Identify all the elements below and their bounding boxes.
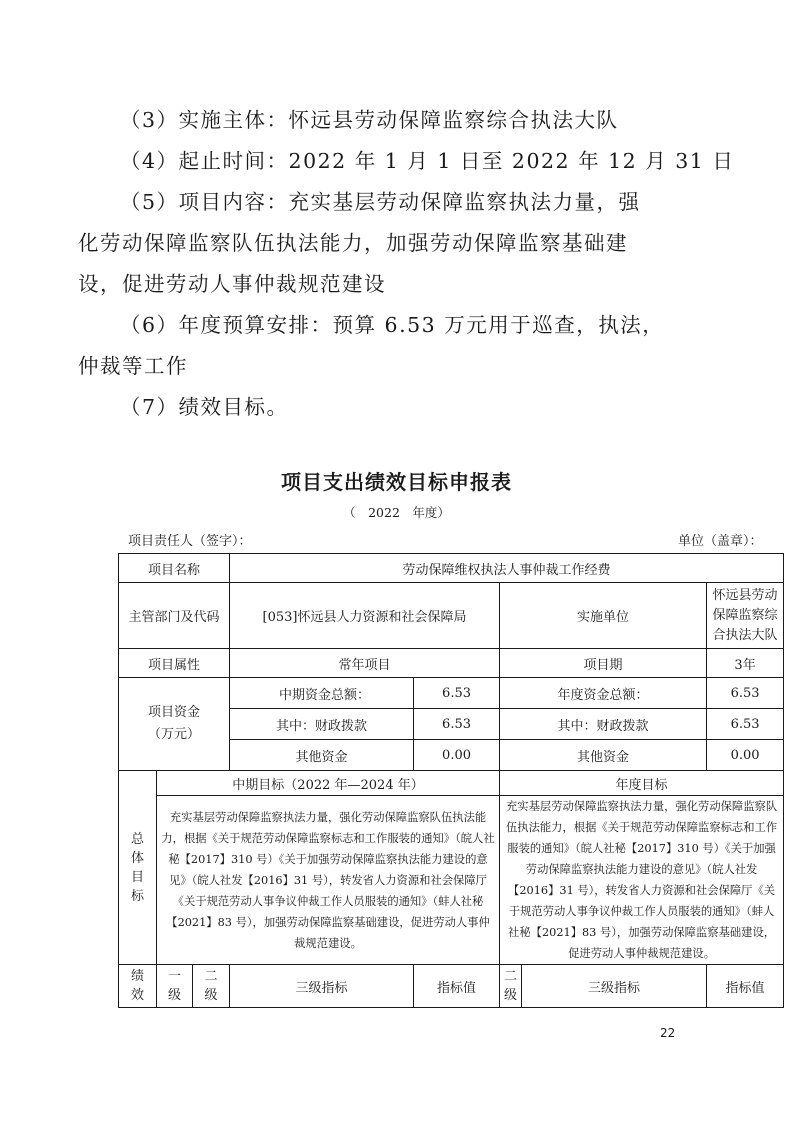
mid-total-value: 6.53 — [414, 678, 500, 709]
level1-label — [157, 965, 193, 1008]
annual-other-label: 其他资金 — [500, 740, 707, 771]
project-name-label: 项目名称 — [119, 554, 230, 583]
overall-goal-char: 体 — [130, 850, 144, 866]
unit-label: 单位（盖章）： — [678, 534, 763, 549]
level2-label — [193, 965, 230, 1008]
level1-label-char: 一 — [167, 969, 181, 984]
annual-total-value: 6.53 — [707, 678, 784, 709]
annual-level3-label: 三级指标 — [522, 965, 707, 1008]
annual-other-value: 0.00 — [707, 740, 784, 771]
paragraph-content-2: 化劳动保障监察队伍执法能力，加强劳动保障监察基础建 — [78, 231, 628, 255]
period-value: 3年 — [707, 649, 784, 678]
indicator-value-label: 指标值 — [414, 965, 500, 1008]
annual-total-label: 年度资金总额： — [500, 678, 707, 709]
level3-label: 三级指标 — [230, 965, 414, 1008]
annual-level2-label — [500, 965, 522, 1008]
mid-fiscal-label: 其中：财政拨款 — [230, 709, 414, 740]
performance-goal-table — [118, 553, 784, 1008]
impl-unit-value: 怀远县劳动保障监察综合执法大队 — [707, 583, 784, 649]
funds-label: 项目资金（万元） — [119, 678, 230, 771]
annual-goal-text: 充实基层劳动保障监察执法力量，强化劳动保障监察队伍执法能力，根据《关于规范劳动保障监察标志和工作服装的通知》（皖人社秘【2017】310 号）《关于加强劳动保障监察执法能力建设的意见》（皖人社发【2016】31 号），转发省人力资源和社会保障厅《关于规范劳动人事争议仲裁工作人员服装的通知》（蚌人社秘【2021】83 号），加强劳动保障监察基础建设，促进劳动人事仲裁规范建设。 — [500, 796, 784, 965]
mid-total-label: 中期资金总额： — [230, 678, 414, 709]
level2-label-char: 级 — [504, 988, 518, 1003]
dept-value: [053]怀远县人力资源和社会保障局 — [230, 583, 500, 649]
mid-goal-header: 中期目标（2022 年—2024 年） — [157, 771, 500, 796]
paragraph-period: （4）起止时间：2022 年 1 月 1 日至 2022 年 12 月 31 日 — [120, 149, 735, 173]
paragraph-goals: （7）绩效目标。 — [120, 395, 289, 419]
perf-label — [119, 965, 157, 1008]
attr-value: 常年项目 — [230, 649, 500, 678]
level2-label-char: 级 — [204, 988, 218, 1003]
overall-goal-char: 目 — [130, 869, 144, 885]
annual-indicator-value-label: 指标值 — [707, 965, 784, 1008]
paragraph-budget-1: （6）年度预算安排：预算 6.53 万元用于巡查，执法， — [120, 313, 665, 337]
paragraph-implementer: （3）实施主体：怀远县劳动保障监察综合执法大队 — [120, 108, 619, 132]
overall-goal-char: 总 — [130, 831, 144, 847]
project-name-value: 劳动保障维权执法人事仲裁工作经费 — [230, 554, 784, 583]
level1-label-char: 级 — [167, 988, 181, 1003]
form-title: 项目支出绩效目标申报表 — [281, 470, 512, 494]
page-number: 22 — [660, 1026, 676, 1040]
paragraph-content-1: （5）项目内容：充实基层劳动保障监察执法力量，强 — [120, 190, 641, 214]
perf-label-char: 效 — [130, 988, 144, 1003]
level2-label-char: 二 — [204, 969, 218, 984]
dept-label: 主管部门及代码 — [119, 583, 230, 649]
impl-unit-label: 实施单位 — [500, 583, 707, 649]
annual-fiscal-label: 其中：财政拨款 — [500, 709, 707, 740]
mid-other-value: 0.00 — [414, 740, 500, 771]
mid-fiscal-value: 6.53 — [414, 709, 500, 740]
perf-label-char: 绩 — [130, 969, 144, 984]
annual-fiscal-value: 6.53 — [707, 709, 784, 740]
mid-other-label: 其他资金 — [230, 740, 414, 771]
form-year: （ 2022 年度） — [343, 505, 450, 520]
responsible-label: 项目责任人（签字）： — [128, 534, 252, 549]
paragraph-budget-2: 仲裁等工作 — [78, 354, 188, 378]
overall-goal-char: 标 — [130, 888, 144, 904]
level2-label-char: 二 — [504, 969, 518, 984]
mid-goal-text: 充实基层劳动保障监察执法力量，强化劳动保障监察队伍执法能力，根据《关于规范劳动保障监察标志和工作服装的通知》（皖人社秘【2017】310 号）《关于加强劳动保障监察执法能力建设的意见》（皖人社发【2016】31 号），转发省人力资源和社会保障厅《关于规范劳动人事争议仲裁工作人员服装的通知》（蚌人社秘【2021】83 号），加强劳动保障监察基础建设，促进劳动人事仲裁规范建设。 — [157, 796, 500, 965]
overall-goal-label — [119, 771, 157, 965]
attr-label: 项目属性 — [119, 649, 230, 678]
period-label: 项目期 — [500, 649, 707, 678]
annual-goal-header: 年度目标 — [500, 771, 784, 796]
paragraph-content-3: 设，促进劳动人事仲裁规范建设 — [78, 272, 386, 296]
